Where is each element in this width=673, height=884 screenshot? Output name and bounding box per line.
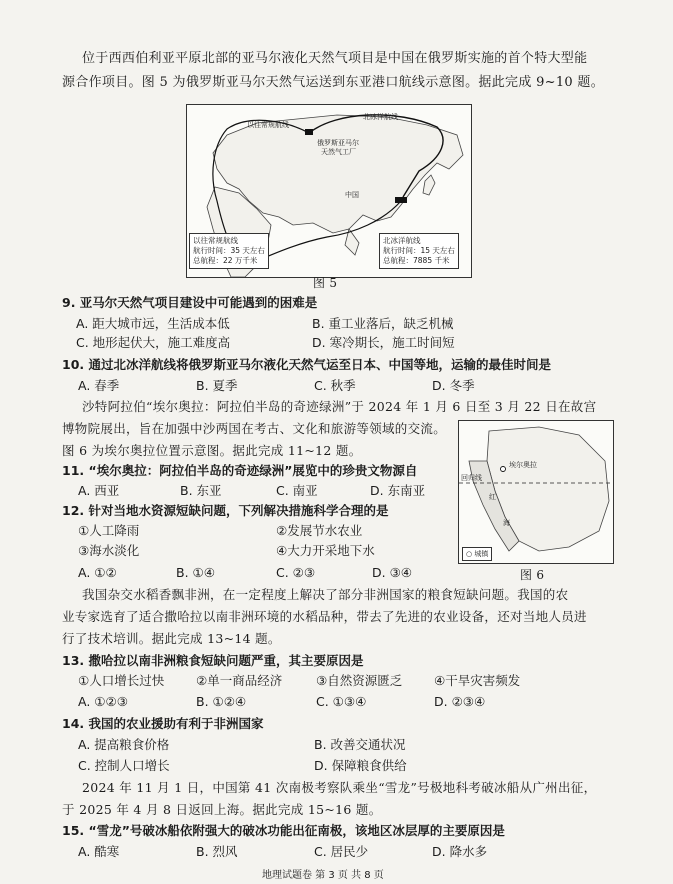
- q13-item-1: ①人口增长过快: [78, 673, 165, 688]
- q12-option-c: C. ②③: [276, 565, 316, 580]
- q12-option-d: D. ③④: [372, 565, 412, 580]
- intro-15-16-line2: 于 2025 年 4 月 8 日返回上海。据此完成 15~16 题。: [62, 802, 382, 817]
- q11-option-c: C. 南亚: [276, 483, 318, 498]
- port-marker: [395, 197, 407, 203]
- intro-11-12-line2: 博物院展出，旨在加强中沙两国在考古、文化和旅游等领域的交流。: [62, 421, 447, 436]
- q12-option-b: B. ①④: [176, 565, 215, 580]
- arctic-route-info-box: [379, 233, 459, 269]
- q10-option-b: B. 夏季: [196, 378, 238, 393]
- intro-13-14-line3: 行了技术培训。据此完成 13~14 题。: [62, 631, 281, 646]
- q13-stem: 13. 撒哈拉以南非洲粮食短缺问题严重，其主要原因是: [62, 653, 364, 668]
- q14-option-c: C. 控制人口增长: [78, 758, 170, 773]
- figure-5-caption: 图 5: [313, 276, 338, 290]
- gas-plant-marker: [305, 129, 313, 135]
- old-route-info-box: [189, 233, 269, 269]
- figure-6-map: [458, 420, 614, 564]
- q12-item-2: ②发展节水农业: [276, 523, 363, 538]
- q15-option-d: D. 降水多: [432, 844, 488, 859]
- q14-option-d: D. 保障粮食供给: [314, 758, 407, 773]
- q9-stem: 9. 亚马尔天然气项目建设中可能遇到的困难是: [62, 295, 318, 310]
- q15-option-c: C. 居民少: [314, 844, 369, 859]
- q13-option-d: D. ②③④: [434, 694, 486, 709]
- page-footer: 地理试题卷 第 3 页 共 8 页: [262, 870, 384, 881]
- q11-option-b: B. 东亚: [180, 483, 222, 498]
- intro-13-14-line1: 我国杂交水稻香飘非洲，在一定程度上解决了部分非洲国家的粮食短缺问题。我国的农: [82, 587, 569, 602]
- q12-item-3: ③海水淡化: [78, 543, 140, 558]
- figure-6-caption: 图 6: [520, 568, 545, 582]
- q15-stem: 15. “雪龙”号破冰船依附强大的破冰功能出征南极，该地区冰层厚的主要原因是: [62, 823, 505, 838]
- red-sea-label-2: 海: [503, 519, 510, 527]
- q14-option-b: B. 改善交通状况: [314, 737, 406, 752]
- old-route-box-title: 以往常规航线: [193, 236, 238, 245]
- q10-option-c: C. 秋季: [314, 378, 356, 393]
- q14-option-a: A. 提高粮食价格: [78, 737, 170, 752]
- q11-option-a: A. 西亚: [78, 483, 120, 498]
- arctic-route-box-title: 北冰洋航线: [383, 236, 421, 245]
- q13-item-3: ③自然资源匮乏: [316, 673, 403, 688]
- al-ula-label: 埃尔奥拉: [509, 461, 537, 469]
- intro-13-14-line2: 业专家选育了适合撒哈拉以南非洲环境的水稻品种，带去了先进的农业设备，还对当地人员进: [62, 609, 587, 624]
- q12-item-4: ④大力开采地下水: [276, 543, 375, 558]
- arctic-route-map-label: 北冰洋航线: [363, 113, 398, 121]
- yamal-plant-map-label: 天然气工厂: [321, 148, 356, 156]
- intro-11-12-line3: 图 6 为埃尔奥拉位置示意图。据此完成 11~12 题。: [62, 443, 362, 458]
- arctic-route-box-distance: 总航程：7885 千米: [383, 256, 450, 265]
- japan-islands: [423, 175, 435, 195]
- intro-9-10-line2: 源合作项目。图 5 为俄罗斯亚马尔天然气运送到东亚港口航线示意图。据此完成 9~10 题。: [62, 75, 605, 90]
- fig6-legend: [462, 547, 492, 561]
- old-route-map-label: 以往常规航线: [247, 121, 289, 129]
- intro-9-10-line1: 位于西西伯利亚平原北部的亚马尔液化天然气项目是中国在俄罗斯实施的首个特大型能: [82, 51, 588, 66]
- intro-11-12-line1: 沙特阿拉伯“埃尔奥拉：阿拉伯半岛的奇迹绿洲”于 2024 年 1 月 6 日至 3 月 22 日在故宫: [82, 399, 597, 414]
- arabia-map-svg: [459, 421, 613, 563]
- q9-option-c: C. 地形起伏大，施工难度高: [76, 335, 231, 350]
- q9-option-a: A. 距大城市远，生活成本低: [76, 316, 230, 331]
- intro-15-16-line1: 2024 年 11 月 1 日，中国第 41 次南极考察队乘坐“雪龙”号极地科考破冰船从广州出征，: [82, 780, 597, 795]
- town-legend-icon: ○: [466, 550, 473, 558]
- q13-item-2: ②单一商品经济: [196, 673, 283, 688]
- china-map-label: 中国: [345, 191, 359, 199]
- q11-option-d: D. 东南亚: [370, 483, 426, 498]
- q13-option-c: C. ①③④: [316, 694, 367, 709]
- q13-item-4: ④干旱灾害频发: [434, 673, 521, 688]
- q15-option-b: B. 烈风: [196, 844, 238, 859]
- q12-option-a: A. ①②: [78, 565, 117, 580]
- q9-option-d: D. 寒冷期长，施工时间短: [312, 335, 455, 350]
- yamal-map-label: 俄罗斯亚马尔: [317, 139, 359, 147]
- q10-option-d: D. 冬季: [432, 378, 475, 393]
- q13-option-a: A. ①②③: [78, 694, 128, 709]
- al-ula-marker: [501, 467, 506, 472]
- red-sea-label-1: 红: [489, 493, 496, 501]
- town-legend-label: 城镇: [474, 550, 489, 558]
- q15-option-a: A. 酷寒: [78, 844, 120, 859]
- q9-option-b: B. 重工业落后，缺乏机械: [312, 316, 454, 331]
- q12-item-1: ①人工降雨: [78, 523, 140, 538]
- tropic-label: 回归线: [461, 474, 482, 482]
- old-route-box-distance: 总航程：22 万千米: [193, 256, 258, 265]
- q11-stem: 11. “埃尔奥拉：阿拉伯半岛的奇迹绿洲”展览中的珍贵文物源自: [62, 463, 418, 478]
- q14-stem: 14. 我国的农业援助有利于非洲国家: [62, 716, 264, 731]
- q10-stem: 10. 通过北冰洋航线将俄罗斯亚马尔液化天然气运至日本、中国等地，运输的最佳时间是: [62, 357, 551, 372]
- q12-stem: 12. 针对当地水资源短缺问题，下列解决措施科学合理的是: [62, 503, 389, 518]
- figure-5-map: [186, 104, 472, 278]
- arctic-route-box-time: 航行时间：15 天左右: [383, 246, 455, 255]
- q13-option-b: B. ①②④: [196, 694, 247, 709]
- q10-option-a: A. 春季: [78, 378, 120, 393]
- old-route-box-time: 航行时间：35 天左右: [193, 246, 265, 255]
